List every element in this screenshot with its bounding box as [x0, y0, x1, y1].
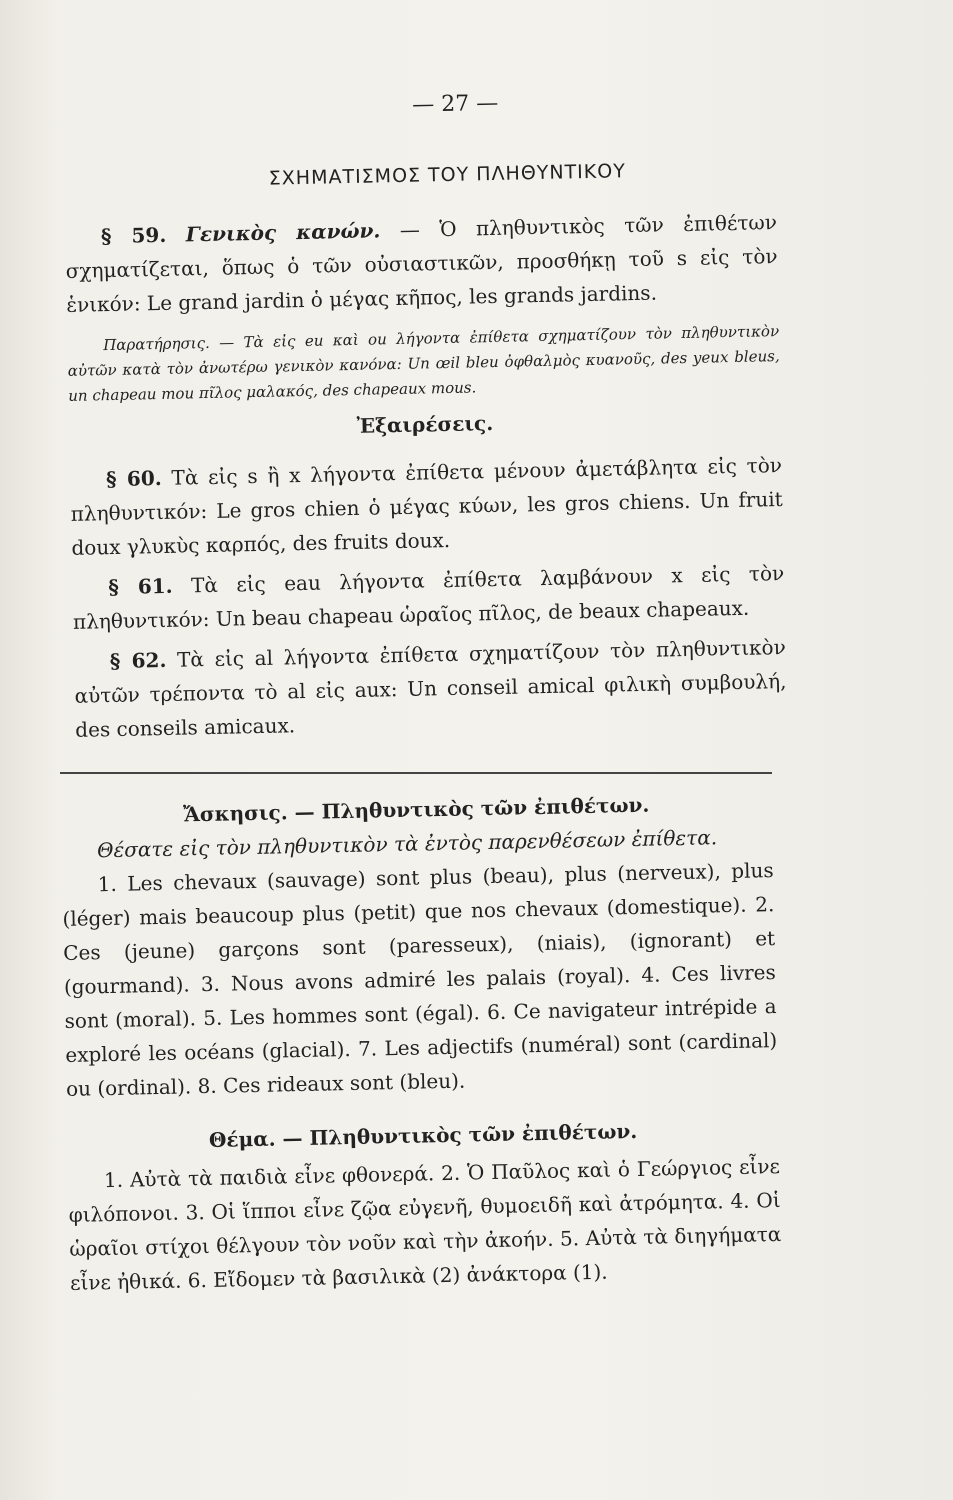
exceptions-heading: Ἐξαιρέσεις.	[356, 411, 494, 438]
divider-rule	[60, 772, 772, 774]
paragraph-61	[72, 556, 785, 639]
exercise-title: Ἄσκησις. — Πληθυντικὸς τῶν ἐπιθέτων.	[182, 792, 650, 827]
paragraph-60	[70, 448, 784, 565]
note-paragraph: Παρατήρησις. — Τὰ εἰς eu καὶ ou λήγοντα ἐπίθετα σχηματίζουν τὸν πληθυντικὸν αὐτῶν κατὰ τὸν ἀνωτέρω γενικὸν κανόνα: Un œil bleu ὀφθαλμὸς κυανοῦς, des yeux bleus, un chapeau mou πῖλος μαλακός, des chapeaux mous.	[67, 322, 780, 405]
page-column-lower	[60, 785, 782, 1300]
theme-title: Θέμα. — Πληθυντικὸς τῶν ἐπιθέτων.	[208, 1118, 638, 1152]
paragraph-59-text: — Ὁ πληθυντικὸς τῶν ἐπιθέτων σχηματίζεται, ὅπως ὁ τῶν οὐσιαστικῶν, προσθήκῃ τοῦ s εἰς τὸν ἑνικόν: Le grand jardin ὁ μέγας κῆπος, les grands jardins.	[65, 210, 778, 317]
paragraph-61-number: § 61.	[108, 573, 173, 600]
exercise-text: 1. Les chevaux (sauvage) sont plus (beau), plus (nerveux), plus (léger) mais beaucoup plus (petit) que nos chevaux (domestique). 2. Ces (jeune) garçons sont (paresseux), (niais), (ignorant) et (gourmand). 3. Nous avons admiré les palais (royal). 4. Ces livres sont (moral). 5. Les hommes sont (égal). 6. Ce navigateur intrépide a exploré les océans (glacial). 7. Les adjectifs (numéral) sont (cardinal) ou (ordinal). 8. Ces rideaux sont (bleu).	[62, 858, 778, 1101]
paragraph-62	[74, 630, 788, 747]
section-heading: ΣΧΗΜΑΤΙΣΜΟΣ ΤΟΥ ΠΛΗΘΥΝΤΙΚΟΥ	[268, 160, 627, 190]
paragraph-62-text: Τὰ εἰς al λήγοντα ἐπίθετα σχηματίζουν τὸν πληθυντικὸν αὐτῶν τρέποντα τὸ al εἰς aux: Un conseil amical φιλικὴ συμβουλή, des conseils amicaux.	[74, 634, 787, 742]
theme-text: 1. Αὐτὰ τὰ παιδιὰ εἶνε φθονερά. 2. Ὁ Παῦλος καὶ ὁ Γεώργιος εἶνε φιλόπονοι. 3. Οἱ ἵπποι εἶνε ζῷα εὐγενῆ, θυμοειδῆ καὶ ἀτρόμητα. 4. Οἱ ὡραῖοι στίχοι θέλγουν τὸν νοῦν καὶ τὴν ἀκοήν. 5. Αὐτὰ τὰ διηγήματα εἶνε ἠθικά. 6. Εἴδομεν τὰ βασιλικὰ (2) ἀνάκτορα (1).	[68, 1154, 782, 1295]
paragraph-60-number: § 60.	[105, 465, 162, 492]
paragraph-59-number: § 59.	[100, 222, 167, 249]
paragraph-62-number: § 62.	[109, 647, 167, 674]
paragraph-59-title: Γενικὸς κανών.	[185, 218, 381, 247]
page-number: — 27 —	[412, 90, 499, 118]
paragraph-59	[65, 205, 779, 322]
body-upper	[65, 205, 788, 747]
exercise-instruction: Θέσατε εἰς τὸν πληθυντικὸν τὰ ἐντὸς παρενθέσεων ἐπίθετα.	[96, 825, 718, 863]
paragraph-60-text: Τὰ εἰς s ἢ x λήγοντα ἐπίθετα μένουν ἀμετάβλητα εἰς τὸν πληθυντικόν: Le gros chien ὁ μέγας κύων, les gros chiens. Un fruit doux γλυκὺς καρπός, des fruits doux.	[70, 452, 783, 560]
paragraph-61-text: Τὰ εἰς eau λήγοντα ἐπίθετα λαμβάνουν x εἰς τὸν πληθυντικόν: Un beau chapeau ὡραῖος πῖλος, de beaux chapeaux.	[72, 560, 785, 634]
